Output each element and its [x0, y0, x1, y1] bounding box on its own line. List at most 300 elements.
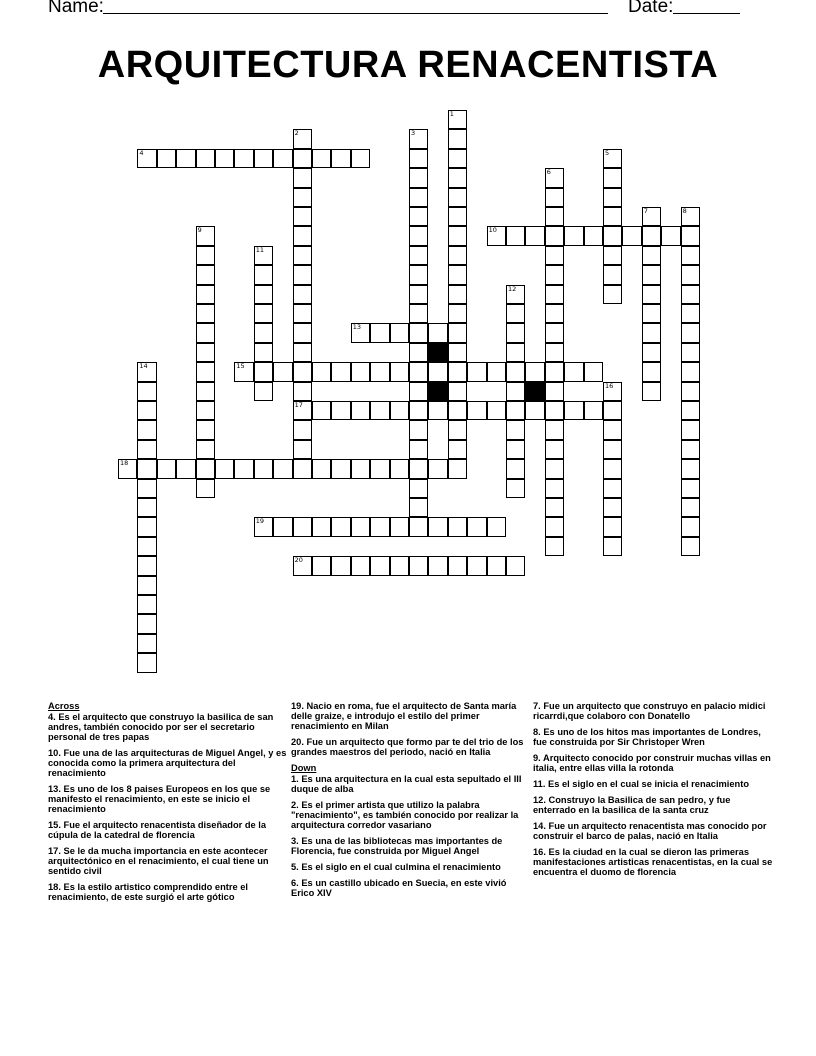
grid-cell[interactable]	[196, 285, 215, 304]
grid-cell[interactable]	[545, 188, 564, 207]
grid-block-square	[428, 343, 447, 362]
grid-cell[interactable]	[293, 188, 312, 207]
grid-cell[interactable]	[409, 188, 428, 207]
grid-cell[interactable]	[467, 362, 486, 381]
clue-across-10: 10. Fue una de las arquitecturas de Miguel Angel, y es conocida como la primera arquitectura del renacimiento	[48, 748, 287, 778]
cell-number: 8	[682, 207, 687, 215]
grid-cell[interactable]	[137, 614, 156, 633]
grid-cell[interactable]	[390, 323, 409, 342]
grid-cell[interactable]	[584, 401, 603, 420]
grid-cell[interactable]	[448, 285, 467, 304]
grid-cell[interactable]	[603, 382, 622, 401]
grid-cell[interactable]	[642, 304, 661, 323]
grid-cell[interactable]	[642, 207, 661, 226]
grid-cell[interactable]	[137, 537, 156, 556]
grid-cell[interactable]	[642, 362, 661, 381]
clue-down-2: 2. Es el primer artista que utilizo la palabra "renacimiento", es también conocido por realizar la arquitectura corredor vasariano	[291, 800, 519, 830]
clue-down-5: 5. Es el siglo en el cual culmina el renacimiento	[291, 862, 501, 872]
cell-number: 4	[139, 148, 144, 157]
cell-number: 11	[255, 245, 265, 254]
cell-number: 13	[352, 323, 362, 332]
grid-cell[interactable]	[545, 226, 564, 245]
grid-cell[interactable]	[584, 362, 603, 381]
grid-cell[interactable]	[545, 265, 564, 284]
grid-cell[interactable]	[390, 459, 409, 478]
grid-cell[interactable]	[506, 304, 525, 323]
grid-cell[interactable]	[331, 401, 350, 420]
grid-cell[interactable]	[370, 517, 389, 536]
cell-number: 3	[411, 129, 416, 138]
cell-number: 12	[508, 284, 517, 293]
grid-cell[interactable]	[137, 517, 156, 536]
grid-cell[interactable]	[137, 149, 156, 168]
grid-cell[interactable]	[448, 246, 467, 265]
grid-cell[interactable]	[254, 517, 273, 536]
cell-number: 10	[488, 226, 497, 235]
grid-cell[interactable]	[157, 149, 176, 168]
grid-cell[interactable]	[254, 246, 273, 265]
cell-number: 6	[546, 168, 551, 177]
grid-cell[interactable]	[487, 362, 506, 381]
grid-cell[interactable]	[487, 517, 506, 536]
grid-cell[interactable]	[196, 246, 215, 265]
grid-cell[interactable]	[603, 149, 622, 168]
grid-cell[interactable]	[448, 129, 467, 148]
grid-cell[interactable]	[448, 207, 467, 226]
grid-cell[interactable]	[409, 420, 428, 439]
grid-cell[interactable]	[137, 634, 156, 653]
clue-down-12: 12. Construyo la Basilica de san pedro, y fue enterrado en la basilica de la santa cruz	[533, 795, 731, 815]
name-line[interactable]	[103, 13, 608, 14]
grid-cell[interactable]	[467, 401, 486, 420]
grid-cell[interactable]	[603, 168, 622, 187]
grid-cell[interactable]	[254, 343, 273, 362]
grid-cell[interactable]	[137, 556, 156, 575]
grid-cell[interactable]	[196, 362, 215, 381]
grid-cell[interactable]	[564, 226, 583, 245]
grid-cell[interactable]	[312, 401, 331, 420]
grid-cell[interactable]	[545, 440, 564, 459]
across-heading: Across	[48, 701, 80, 711]
grid-cell[interactable]	[409, 265, 428, 284]
grid-cell[interactable]	[409, 129, 428, 148]
grid-cell[interactable]	[506, 440, 525, 459]
grid-cell[interactable]	[681, 343, 700, 362]
grid-cell[interactable]	[545, 168, 564, 187]
grid-cell[interactable]	[603, 479, 622, 498]
grid-cell[interactable]	[293, 149, 312, 168]
grid-cell[interactable]	[273, 362, 292, 381]
down-heading: Down	[291, 763, 317, 773]
grid-cell[interactable]	[584, 226, 603, 245]
grid-cell[interactable]	[137, 498, 156, 517]
cell-number: 2	[294, 129, 299, 138]
grid-cell[interactable]	[196, 226, 215, 245]
grid-cell[interactable]	[273, 149, 292, 168]
grid-cell[interactable]	[448, 556, 467, 575]
grid-cell[interactable]	[603, 537, 622, 556]
grid-cell[interactable]	[487, 226, 506, 245]
clue-down-8: 8. Es uno de los hitos mas importantes de Londres, fue construida por Sir Christoper Wren	[533, 727, 761, 747]
grid-cell[interactable]	[157, 459, 176, 478]
grid-cell[interactable]	[603, 440, 622, 459]
grid-cell[interactable]	[545, 420, 564, 439]
grid-cell[interactable]	[681, 401, 700, 420]
grid-cell[interactable]	[525, 401, 544, 420]
clue-down-16: 16. Es la ciudad en la cual se dieron las primeras manifestaciones artisticas renacentistas, en la cual se encuentra el duomo de florencia	[533, 847, 773, 877]
grid-cell[interactable]	[506, 382, 525, 401]
grid-cell[interactable]	[506, 556, 525, 575]
grid-cell[interactable]	[196, 343, 215, 362]
grid-cell[interactable]	[351, 149, 370, 168]
grid-cell[interactable]	[137, 382, 156, 401]
grid-cell[interactable]	[409, 168, 428, 187]
grid-cell[interactable]	[331, 517, 350, 536]
grid-cell[interactable]	[448, 168, 467, 187]
grid-cell[interactable]	[506, 479, 525, 498]
grid-cell[interactable]	[351, 323, 370, 342]
grid-cell[interactable]	[254, 382, 273, 401]
grid-cell[interactable]	[487, 401, 506, 420]
cell-number: 1	[449, 110, 454, 118]
grid-cell[interactable]	[603, 265, 622, 284]
grid-cell[interactable]	[409, 226, 428, 245]
cell-number: 9	[197, 226, 202, 235]
grid-cell[interactable]	[196, 459, 215, 478]
grid-cell[interactable]	[545, 479, 564, 498]
grid-cell[interactable]	[409, 517, 428, 536]
grid-cell[interactable]	[545, 343, 564, 362]
grid-cell[interactable]	[312, 556, 331, 575]
grid-cell[interactable]	[603, 420, 622, 439]
grid-cell[interactable]	[681, 304, 700, 323]
grid-cell[interactable]	[681, 459, 700, 478]
grid-cell[interactable]	[331, 556, 350, 575]
grid-cell[interactable]	[409, 304, 428, 323]
grid-cell[interactable]	[234, 362, 253, 381]
grid-cell[interactable]	[293, 420, 312, 439]
grid-cell[interactable]	[545, 401, 564, 420]
grid-cell[interactable]	[525, 362, 544, 381]
clue-down-3: 3. Es una de las bibliotecas mas importantes de Florencia, fue construida por Miguel Angel	[291, 836, 503, 856]
grid-cell[interactable]	[137, 362, 156, 381]
grid-cell[interactable]	[409, 440, 428, 459]
grid-cell[interactable]	[390, 517, 409, 536]
grid-cell[interactable]	[681, 382, 700, 401]
grid-cell[interactable]	[196, 304, 215, 323]
grid-cell[interactable]	[409, 149, 428, 168]
grid-cell[interactable]	[564, 362, 583, 381]
grid-cell[interactable]	[293, 304, 312, 323]
grid-cell[interactable]	[254, 459, 273, 478]
grid-cell[interactable]	[448, 440, 467, 459]
grid-cell[interactable]	[545, 304, 564, 323]
clue-across-20: 20. Fue un arquitecto que formo par te del trio de los grandes maestros del periodo, nació en Italia	[291, 737, 524, 757]
grid-cell[interactable]	[545, 207, 564, 226]
grid-cell[interactable]	[622, 226, 641, 245]
grid-cell[interactable]	[603, 401, 622, 420]
grid-cell[interactable]	[506, 362, 525, 381]
grid-cell[interactable]	[215, 459, 234, 478]
grid-cell[interactable]	[642, 323, 661, 342]
grid-cell[interactable]	[273, 459, 292, 478]
grid-cell[interactable]	[506, 401, 525, 420]
grid-cell[interactable]	[448, 382, 467, 401]
grid-cell[interactable]	[642, 343, 661, 362]
grid-cell[interactable]	[428, 556, 447, 575]
grid-cell[interactable]	[215, 149, 234, 168]
clue-down-7: 7. Fue un arquitecto que construyo en palacio midici ricarrdi,que colaboro con Donatello	[533, 701, 766, 721]
grid-cell[interactable]	[293, 556, 312, 575]
grid-block-square	[525, 382, 544, 401]
grid-cell[interactable]	[137, 459, 156, 478]
grid-cell[interactable]	[642, 285, 661, 304]
grid-cell[interactable]	[196, 265, 215, 284]
grid-cell[interactable]	[196, 401, 215, 420]
grid-cell[interactable]	[137, 420, 156, 439]
grid-cell[interactable]	[603, 498, 622, 517]
grid-cell[interactable]	[448, 420, 467, 439]
grid-cell[interactable]	[293, 207, 312, 226]
grid-cell[interactable]	[448, 323, 467, 342]
grid-cell[interactable]	[254, 362, 273, 381]
grid-cell[interactable]	[448, 343, 467, 362]
grid-cell[interactable]	[448, 265, 467, 284]
grid-cell[interactable]	[603, 188, 622, 207]
grid-cell[interactable]	[603, 207, 622, 226]
grid-cell[interactable]	[293, 246, 312, 265]
grid-cell[interactable]	[312, 517, 331, 536]
grid-cell[interactable]	[603, 517, 622, 536]
grid-cell[interactable]	[681, 226, 700, 245]
grid-cell[interactable]	[681, 323, 700, 342]
grid-cell[interactable]	[525, 226, 544, 245]
grid-cell[interactable]	[196, 440, 215, 459]
date-label: Date:	[628, 0, 674, 17]
grid-cell[interactable]	[370, 459, 389, 478]
grid-cell[interactable]	[196, 323, 215, 342]
grid-cell[interactable]	[448, 149, 467, 168]
grid-cell[interactable]	[661, 226, 680, 245]
grid-cell[interactable]	[293, 382, 312, 401]
grid-cell[interactable]	[293, 517, 312, 536]
grid-cell[interactable]	[506, 420, 525, 439]
grid-cell[interactable]	[137, 653, 156, 672]
clue-across-13: 13. Es uno de los 8 paises Europeos en los que se manifesto el renacimiento, en este se inicio el renacimiento	[48, 784, 271, 814]
grid-cell[interactable]	[196, 420, 215, 439]
grid-cell[interactable]	[642, 265, 661, 284]
grid-cell[interactable]	[409, 207, 428, 226]
grid-cell[interactable]	[603, 459, 622, 478]
grid-cell[interactable]	[448, 362, 467, 381]
cell-number: 15	[236, 362, 245, 371]
grid-cell[interactable]	[545, 246, 564, 265]
grid-cell[interactable]	[448, 304, 467, 323]
cell-number: 14	[139, 362, 148, 371]
grid-cell[interactable]	[351, 459, 370, 478]
grid-cell[interactable]	[312, 459, 331, 478]
grid-cell[interactable]	[681, 246, 700, 265]
grid-cell[interactable]	[293, 323, 312, 342]
grid-cell[interactable]	[545, 323, 564, 342]
grid-cell[interactable]	[467, 517, 486, 536]
grid-cell[interactable]	[428, 323, 447, 342]
grid-cell[interactable]	[409, 382, 428, 401]
clue-across-15: 15. Fue el arquitecto renacentista diseñador de la cúpula de la catedral de florencia	[48, 820, 267, 840]
grid-cell[interactable]	[681, 498, 700, 517]
grid-cell[interactable]	[428, 459, 447, 478]
grid-cell[interactable]	[351, 517, 370, 536]
grid-cell[interactable]	[390, 401, 409, 420]
grid-cell[interactable]	[642, 226, 661, 245]
grid-cell[interactable]	[293, 362, 312, 381]
grid-cell[interactable]	[293, 401, 312, 420]
grid-cell[interactable]	[137, 479, 156, 498]
clue-down-11: 11. Es el siglo en el cual se inicia el renacimiento	[533, 779, 750, 789]
clue-across-18: 18. Es la estilo artistico comprendido entre el renacimiento, de este surgió el arte gótico	[48, 882, 248, 902]
grid-cell[interactable]	[409, 362, 428, 381]
grid-cell[interactable]	[370, 362, 389, 381]
grid-cell[interactable]	[681, 285, 700, 304]
grid-cell[interactable]	[428, 401, 447, 420]
grid-cell[interactable]	[681, 420, 700, 439]
grid-cell[interactable]	[642, 382, 661, 401]
grid-cell[interactable]	[293, 440, 312, 459]
grid-cell[interactable]	[642, 246, 661, 265]
grid-cell[interactable]	[545, 459, 564, 478]
grid-cell[interactable]	[603, 226, 622, 245]
grid-cell[interactable]	[331, 459, 350, 478]
grid-cell[interactable]	[409, 479, 428, 498]
clue-down-9: 9. Arquitecto conocido por construir muchas villas en italia, entre ellas villa la rotonda	[533, 753, 771, 773]
grid-cell[interactable]	[681, 517, 700, 536]
grid-cell[interactable]	[234, 459, 253, 478]
grid-cell[interactable]	[545, 362, 564, 381]
grid-cell[interactable]	[390, 362, 409, 381]
grid-cell[interactable]	[448, 401, 467, 420]
grid-cell[interactable]	[196, 149, 215, 168]
grid-cell[interactable]	[506, 323, 525, 342]
grid-cell[interactable]	[681, 440, 700, 459]
grid-cell[interactable]	[487, 556, 506, 575]
grid-cell[interactable]	[564, 401, 583, 420]
grid-cell[interactable]	[409, 498, 428, 517]
grid-cell[interactable]	[506, 459, 525, 478]
grid-cell[interactable]	[448, 517, 467, 536]
grid-cell[interactable]	[409, 323, 428, 342]
grid-cell[interactable]	[409, 285, 428, 304]
grid-cell[interactable]	[273, 517, 292, 536]
grid-cell[interactable]	[351, 362, 370, 381]
grid-cell[interactable]	[137, 401, 156, 420]
grid-cell[interactable]	[351, 556, 370, 575]
grid-cell[interactable]	[681, 479, 700, 498]
grid-cell[interactable]	[545, 537, 564, 556]
grid-cell[interactable]	[409, 401, 428, 420]
grid-cell[interactable]	[448, 459, 467, 478]
grid-cell[interactable]	[467, 556, 486, 575]
cell-number: 20	[294, 556, 303, 565]
grid-cell[interactable]	[351, 401, 370, 420]
grid-cell[interactable]	[545, 285, 564, 304]
grid-cell[interactable]	[137, 595, 156, 614]
clue-down-14: 14. Fue un arquitecto renacentista mas conocido por construir el barco de palas, nació en Italia	[533, 821, 767, 841]
date-line[interactable]	[673, 13, 740, 14]
grid-cell[interactable]	[390, 556, 409, 575]
grid-cell[interactable]	[370, 401, 389, 420]
grid-cell[interactable]	[196, 382, 215, 401]
grid-cell[interactable]	[506, 226, 525, 245]
grid-cell[interactable]	[545, 517, 564, 536]
grid-cell[interactable]	[603, 246, 622, 265]
grid-cell[interactable]	[448, 188, 467, 207]
grid-cell[interactable]	[370, 323, 389, 342]
grid-cell[interactable]	[409, 343, 428, 362]
grid-cell[interactable]	[448, 110, 467, 129]
grid-cell[interactable]	[681, 265, 700, 284]
grid-cell[interactable]	[137, 576, 156, 595]
grid-cell[interactable]	[370, 556, 389, 575]
grid-cell[interactable]	[545, 498, 564, 517]
grid-cell[interactable]	[293, 285, 312, 304]
grid-cell[interactable]	[545, 382, 564, 401]
puzzle-title: ARQUITECTURA RENACENTISTA	[97, 44, 719, 86]
grid-cell[interactable]	[409, 556, 428, 575]
grid-cell[interactable]	[331, 149, 350, 168]
grid-cell[interactable]	[254, 323, 273, 342]
grid-cell[interactable]	[254, 265, 273, 284]
cell-number: 5	[605, 148, 610, 157]
grid-cell[interactable]	[176, 149, 195, 168]
cell-number: 7	[643, 207, 648, 215]
grid-cell[interactable]	[293, 459, 312, 478]
grid-cell[interactable]	[176, 459, 195, 478]
grid-cell[interactable]	[137, 440, 156, 459]
grid-cell[interactable]	[254, 304, 273, 323]
grid-cell[interactable]	[293, 265, 312, 284]
cell-number: 17	[294, 401, 303, 409]
grid-cell[interactable]	[293, 343, 312, 362]
grid-cell[interactable]	[254, 285, 273, 304]
grid-cell[interactable]	[681, 537, 700, 556]
grid-cell[interactable]	[234, 149, 253, 168]
grid-cell[interactable]	[409, 246, 428, 265]
grid-cell[interactable]	[293, 226, 312, 245]
grid-cell[interactable]	[506, 285, 525, 304]
grid-cell[interactable]	[506, 343, 525, 362]
grid-cell[interactable]	[293, 168, 312, 187]
grid-cell[interactable]	[312, 149, 331, 168]
clues-column-2	[291, 701, 531, 904]
clue-across-17: 17. Se le da mucha importancia en este acontecer arquitectónico en el renacimiento, el cual tiene un sentido civil	[48, 846, 269, 876]
grid-cell[interactable]	[428, 517, 447, 536]
grid-cell[interactable]	[409, 459, 428, 478]
grid-block-square	[428, 382, 447, 401]
grid-cell[interactable]	[196, 479, 215, 498]
grid-cell[interactable]	[448, 226, 467, 245]
grid-cell[interactable]	[118, 459, 137, 478]
clue-down-6: 6. Es un castillo ubicado en Suecia, en este vivió Erico XIV	[291, 878, 507, 898]
grid-cell[interactable]	[293, 129, 312, 148]
grid-cell[interactable]	[681, 207, 700, 226]
grid-cell[interactable]	[254, 149, 273, 168]
grid-cell[interactable]	[312, 362, 331, 381]
grid-cell[interactable]	[428, 362, 447, 381]
grid-cell[interactable]	[681, 362, 700, 381]
grid-cell[interactable]	[331, 362, 350, 381]
clues-column-3	[533, 701, 773, 883]
grid-cell[interactable]	[603, 285, 622, 304]
